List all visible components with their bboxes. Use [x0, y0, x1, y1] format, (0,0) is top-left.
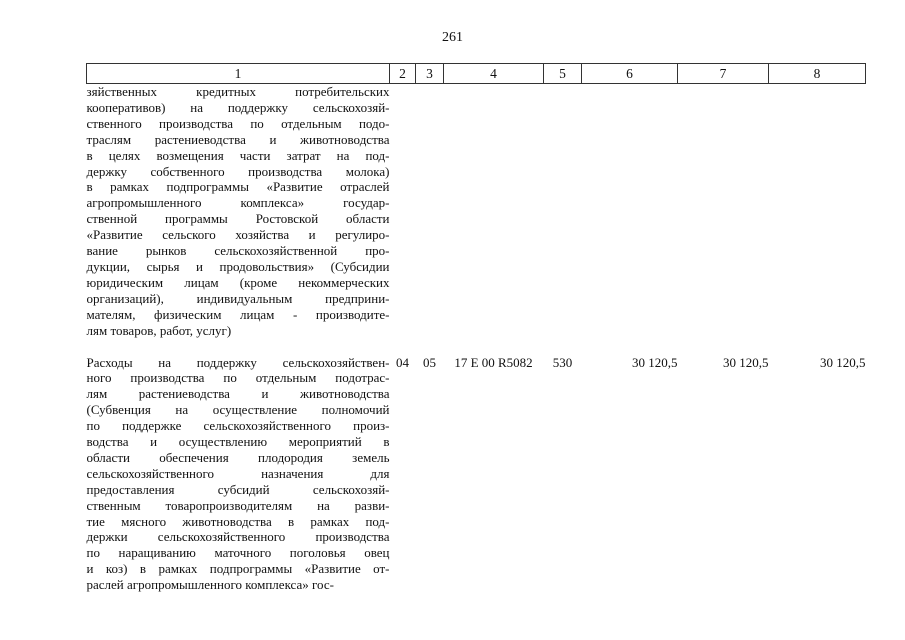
description-line: водства и осуществлению мероприятий в — [86, 434, 390, 450]
header-col-1: 1 — [87, 64, 390, 84]
description-line: и коз) в рамках подпрограммы «Развитие от- — [86, 561, 390, 577]
description-line: ного производства по отдельным подотрас- — [86, 370, 390, 386]
cell-section: 04 — [396, 354, 409, 370]
page-number: 261 — [442, 30, 463, 45]
description-line: ственной программы Ростовской области — [86, 211, 390, 227]
header-col-4: 4 — [444, 64, 544, 84]
budget-table — [86, 63, 866, 593]
cell-amount-col7 — [678, 84, 769, 339]
description-line: ственного производства по отдельным подо- — [86, 115, 390, 131]
description-line: держки сельскохозяйственного производства — [86, 529, 390, 545]
description-line: в целях возмещения части затрат на под- — [86, 147, 390, 163]
header-col-7: 7 — [678, 64, 769, 84]
description-line: дукции, сырья и продовольствия» (Субсидии — [86, 258, 390, 274]
row-spacer-cell — [87, 339, 866, 355]
description-line: юридическим лицам (кроме некоммерческих — [86, 274, 390, 290]
cell-amount-col6 — [582, 84, 678, 339]
header-col-2: 2 — [390, 64, 416, 84]
description-line: по наращиванию маточного поголовья овец — [86, 545, 390, 561]
cell-target-article — [444, 84, 544, 339]
description-line: (Субвенция на осуществление полномочий — [86, 402, 390, 418]
description-line: агропромышленного комплекса» государ- — [86, 195, 390, 211]
description-line: области обеспечения плодородия земель — [86, 449, 390, 465]
row-spacer — [87, 339, 866, 355]
table-row — [87, 355, 866, 594]
cell-amount-col8 — [769, 84, 866, 339]
description-line: держку собственного производства молока) — [86, 163, 390, 179]
table-header-row — [87, 64, 866, 84]
cell-amount-col8: 30 120,5 — [820, 354, 866, 370]
header-col-6: 6 — [582, 64, 678, 84]
cell-expense-type: 530 — [552, 354, 573, 370]
cell-target-article: 17 Е 00 R5082 — [454, 354, 533, 370]
header-col-3: 3 — [416, 64, 444, 84]
description-line: траслям растениеводства и животноводства — [86, 131, 390, 147]
description-line: лям растениеводства и животноводства — [86, 386, 390, 402]
description-line: по поддержке сельскохозяйственного произ- — [86, 418, 390, 434]
description-line: сельскохозяйственного назначения для — [86, 465, 390, 481]
header-col-5: 5 — [544, 64, 582, 84]
description-line: вание рынков сельскохозяйственной про- — [86, 243, 390, 259]
description-line: «Развитие сельского хозяйства и регулиро- — [86, 227, 390, 243]
row-description — [87, 84, 390, 339]
cell-amount-col7: 30 120,5 — [723, 354, 769, 370]
description-line: тие мясного животноводства в рамках под- — [86, 513, 390, 529]
description-line: лям товаров, работ, услуг) — [86, 322, 232, 338]
cell-subsection — [416, 84, 444, 339]
description-line: организаций), индивидуальным предприни- — [86, 290, 390, 306]
cell-subsection: 05 — [423, 354, 436, 370]
description-line: в рамках подпрограммы «Развитие отраслей — [86, 179, 390, 195]
description-line: Расходы на поддержку сельскохозяйствен- — [86, 354, 390, 370]
description-line: предоставления субсидий сельскохозяй- — [86, 481, 390, 497]
description-line: кооперативов) на поддержку сельскохозяй- — [86, 99, 390, 115]
description-line: мателям, физическим лицам - производите- — [86, 306, 390, 322]
header-col-8: 8 — [769, 64, 866, 84]
description-line: ственным товаропроизводителям на разви- — [86, 497, 390, 513]
description-line: зяйственных кредитных потребительских — [86, 84, 390, 99]
table-row — [87, 84, 866, 339]
row-description — [87, 355, 390, 594]
cell-amount-col6: 30 120,5 — [632, 354, 678, 370]
cell-section — [390, 84, 416, 339]
cell-expense-type — [544, 84, 582, 339]
description-line: раслей агропромышленного комплекса» гос- — [86, 577, 334, 593]
